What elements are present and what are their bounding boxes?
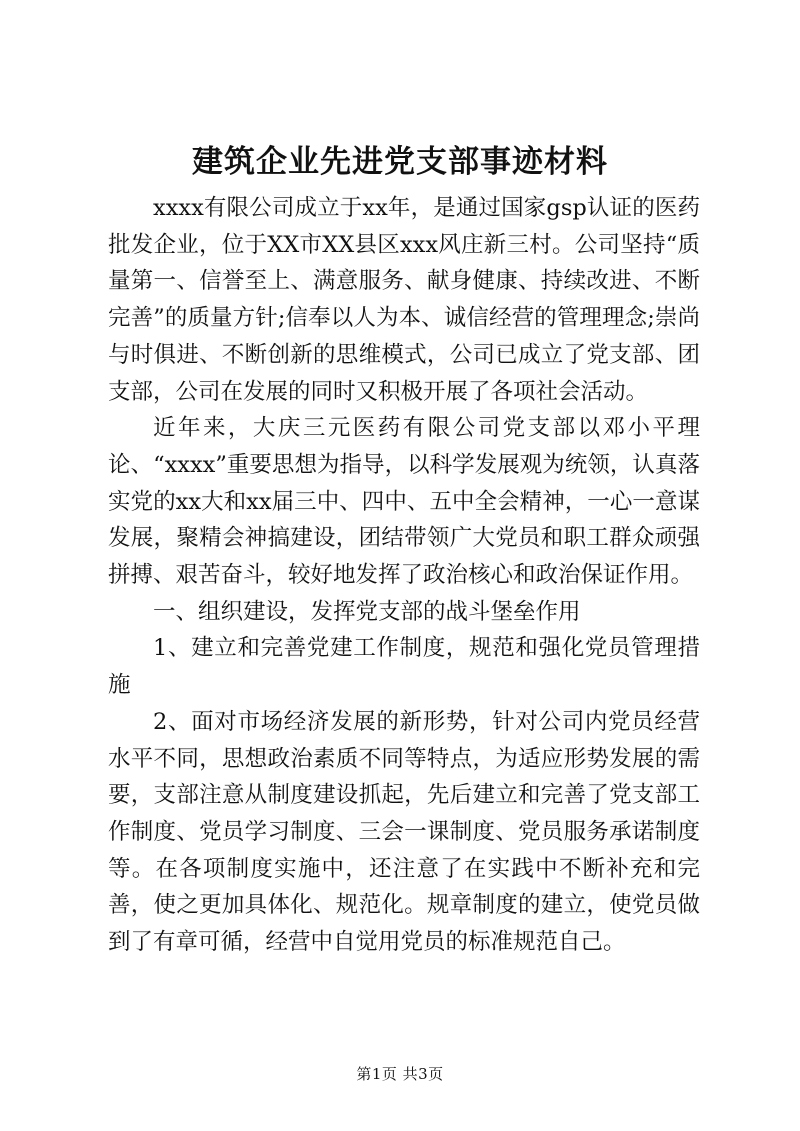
page-footer: 第1页 共3页 [356, 1065, 444, 1083]
paragraph-item-2: 2、面对市场经济发展的新形势，针对公司内党员经营水平不同，思想政治素质不同等特点，为适应形势发展的需要，支部注意从制度建设抓起，先后建立和完善了党支部工作制度、党员学习制度、三会一课制度、党员服务承诺制度等。在各项制度实施中，还注意了在实践中不断补充和完善，使之更加具体化、规范化。规章制度的建立，使党员做到了有章可循，经营中自觉用党员的标准规范自己。 [108, 708, 700, 956]
section-heading-organization: 一、组织建设，发挥党支部的战斗堡垒作用 [153, 598, 581, 625]
paragraph-recent-years: 近年来，大庆三元医药有限公司党支部以邓小平理论、“xxxx”重要思想为指导，以科学发展观为统领，认真落实党的xx大和xx届三中、四中、五中全会精神，一心一意谋发展，聚精会神搞建设，团结带领广大党员和职工群众顽强拼搏、艰苦奋斗，较好地发挥了政治核心和政治保证作用。 [108, 415, 700, 589]
subsection-heading-1: 1、建立和完善党建工作制度，规范和强化党员管理措施 [108, 635, 700, 699]
paragraph-company-intro: xxxx有限公司成立于xx年，是通过国家gsp认证的医药批发企业，位于XX市XX县区xxx风庄新三村。公司坚持“质量第一、信誉至上、满意服务、献身健康、持续改进、不断完善”的质量方针;信奉以人为本、诚信经营的管理理念;崇尚与时俱进、不断创新的思维模式，公司已成立了党支部、团支部，公司在发展的同时又积极开展了各项社会活动。 [108, 195, 700, 405]
document-title: 建筑企业先进党支部事迹材料 [192, 144, 608, 180]
document-body [108, 190, 700, 961]
